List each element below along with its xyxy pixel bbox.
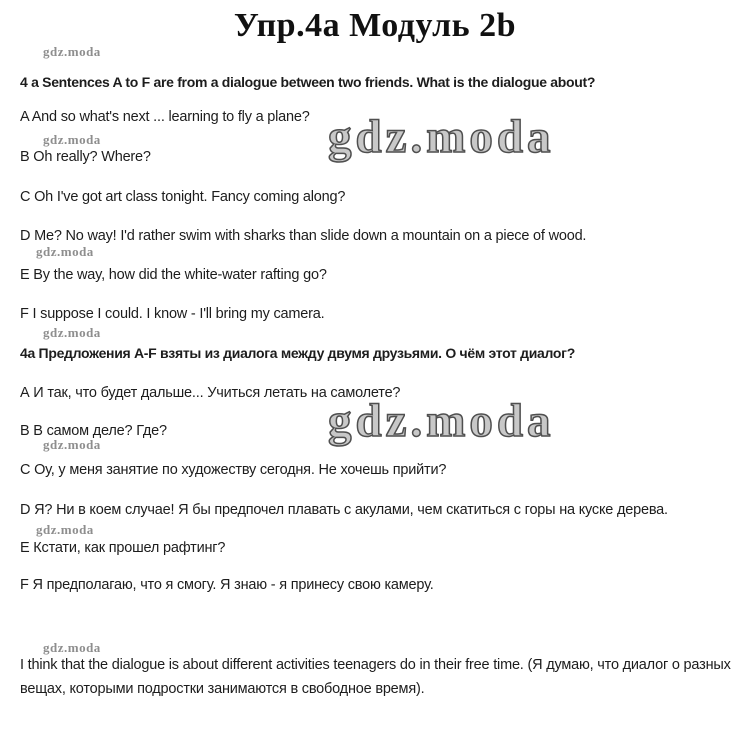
watermark-small: gdz.moda — [43, 44, 101, 59]
sentence-english-b: B Oh really? Where? — [20, 149, 151, 165]
exercise-heading-russian: 4а Предложения A-F взяты из диалога между двумя друзьями. О чём этот диалог? — [20, 345, 575, 361]
watermark-large: gdz.moda — [328, 111, 555, 163]
sentence-english-e: E By the way, how did the white-water rafting go? — [20, 267, 327, 283]
watermark-small: gdz.moda — [43, 325, 101, 340]
sentence-english-c: C Oh I've got art class tonight. Fancy coming along? — [20, 189, 346, 205]
sentence-russian-a: А И так, что будет дальше... Учиться летать на самолете? — [20, 385, 401, 401]
sentence-russian-d: D Я? Ни в коем случае! Я бы предпочел плавать с акулами, чем скатиться с горы на куске дерева. — [20, 502, 668, 518]
exercise-heading-english: 4 a Sentences A to F are from a dialogue between two friends. What is the dialogue about? — [20, 74, 596, 90]
sentence-russian-f: F Я предполагаю, что я смогу. Я знаю - я принесу свою камеру. — [20, 577, 434, 593]
sentence-english-d: D Me? No way! I'd rather swim with sharks than slide down a mountain on a piece of wood. — [20, 228, 587, 244]
sentence-english-f: F I suppose I could. I know - I'll bring my camera. — [20, 306, 325, 322]
sentence-russian-e: Е Кстати, как прошел рафтинг? — [20, 540, 226, 556]
sentence-english-a: A And so what's next ... learning to fly a plane? — [20, 109, 310, 125]
watermark-small: gdz.moda — [43, 640, 101, 655]
sentence-russian-b: В В самом деле? Где? — [20, 423, 167, 439]
watermark-large: gdz.moda — [328, 395, 555, 447]
watermark-small: gdz.moda — [43, 132, 101, 147]
page-title: Упр.4a Модуль 2b — [233, 7, 517, 44]
sentence-russian-c: С Оу, у меня занятие по художеству сегодня. Не хочешь прийти? — [20, 462, 447, 478]
watermark-small: gdz.moda — [36, 522, 94, 537]
answer-paragraph: I think that the dialogue is about different activities teenagers do in their free time. (Я думаю, что диалог о разных вещах, которыми подростки занимаются в свободное время). — [20, 657, 731, 697]
watermark-small: gdz.moda — [36, 244, 94, 259]
watermark-small: gdz.moda — [43, 437, 101, 452]
